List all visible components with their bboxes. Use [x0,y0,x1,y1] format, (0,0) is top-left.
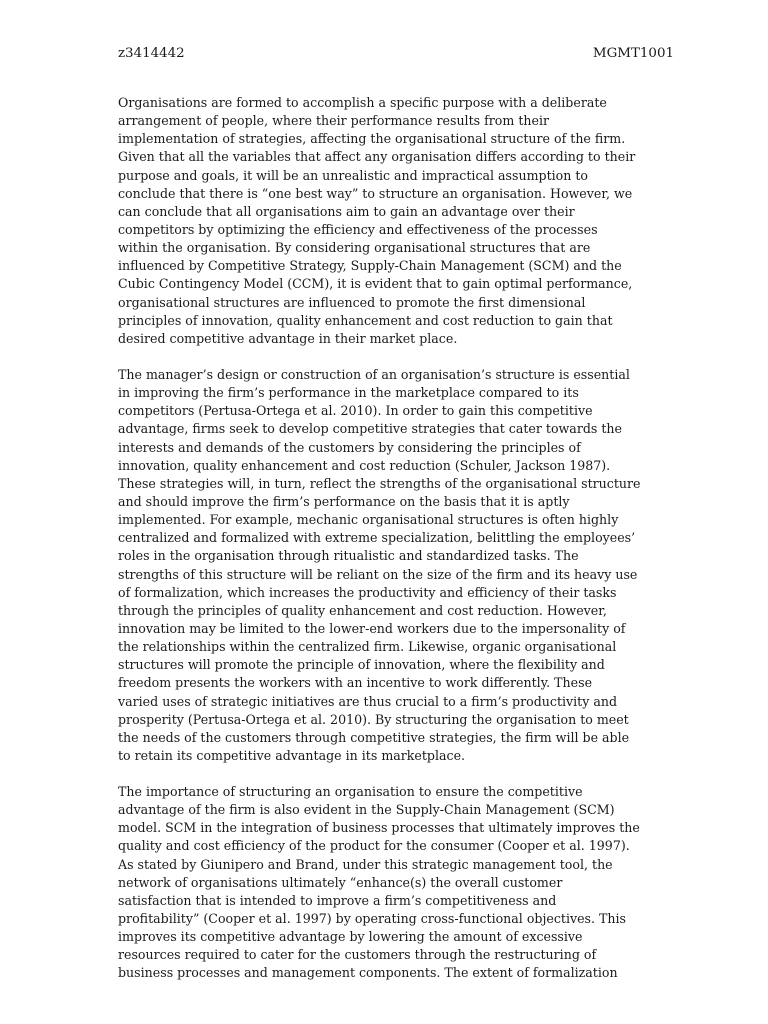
text-line: model. SCM in the integration of business processes that ultimately improves the [118,820,640,836]
text-line: competitors (Pertusa-Ortega et al. 2010). In order to gain this competitive [118,403,593,419]
text-line: satisfaction that is intended to improve a firm’s competitiveness and [118,892,557,908]
text-line: The manager’s design or construction of an organisation’s structure is essential [118,366,630,382]
text-line: varied uses of strategic initiatives are thus crucial to a firm’s productivity and [118,693,618,709]
paragraph-2 [118,366,680,765]
text-line: advantage of the firm is also evident in the Supply-Chain Management (SCM) [118,802,615,818]
text-line: in improving the firm’s performance in the marketplace compared to its [118,385,579,401]
text-line: roles in the organisation through ritualistic and standardized tasks. The [118,548,579,564]
text-line: through the principles of quality enhancement and cost reduction. However, [118,602,607,618]
text-line: implementation of strategies, affecting the organisational structure of the firm. [118,131,626,147]
text-line: resources required to cater for the customers through the restructuring of [118,947,597,963]
body-text [118,94,680,983]
text-line: network of organisations ultimately “enhance(s) the overall customer [118,874,563,890]
text-line: improves its competitive advantage by lowering the amount of excessive [118,929,583,945]
text-line: innovation may be limited to the lower-end workers due to the impersonality of [118,620,626,636]
course-code: MGMT1001 [592,46,674,61]
text-line: freedom presents the workers with an incentive to work differently. These [118,675,593,691]
text-line: prosperity (Pertusa-Ortega et al. 2010). By structuring the organisation to meet [118,711,629,727]
text-line: interests and demands of the customers by considering the principles of [118,439,581,455]
text-line: implemented. For example, mechanic organisational structures is often highly [118,512,619,528]
text-line: the relationships within the centralized firm. Likewise, organic organisational [118,639,617,655]
text-line: competitors by optimizing the efficiency and effectiveness of the processes [118,221,598,237]
text-line: can conclude that all organisations aim to gain an advantage over their [118,203,575,219]
text-line: organisational structures are influenced to promote the first dimensional [118,294,586,310]
text-line: desired competitive advantage in their market place. [118,330,458,346]
text-line: to retain its competitive advantage in its marketplace. [118,747,466,763]
text-line: centralized and formalized with extreme specialization, belittling the employees’ [118,530,636,546]
text-line: within the organisation. By considering organisational structures that are [118,240,591,256]
paragraph-1 [118,94,680,348]
text-line: As stated by Giunipero and Brand, under this strategic management tool, the [118,856,613,872]
text-line: arrangement of people, where their performance results from their [118,113,549,129]
text-line: strengths of this structure will be reliant on the size of the firm and its heavy use [118,566,638,582]
text-line: Given that all the variables that affect any organisation differs according to their [118,149,636,165]
text-line: profitability” (Cooper et al. 1997) by operating cross-functional objectives. This [118,911,627,927]
text-line: Organisations are formed to accomplish a specific purpose with a deliberate [118,95,607,110]
text-line: innovation, quality enhancement and cost reduction (Schuler, Jackson 1987). [118,457,611,473]
text-line: Cubic Contingency Model (CCM), it is evident that to gain optimal performance, [118,276,633,292]
text-line: advantage, firms seek to develop competitive strategies that cater towards the [118,421,622,437]
paragraph-3 [118,783,680,983]
text-line: and should improve the firm’s performance on the basis that it is aptly [118,493,570,509]
text-line: the needs of the customers through competitive strategies, the firm will be able [118,729,630,745]
page-header [118,44,674,64]
text-line: influenced by Competitive Strategy, Supply-Chain Management (SCM) and the [118,258,622,274]
student-id: z3414442 [118,46,185,61]
text-line: The importance of structuring an organisation to ensure the competitive [118,784,583,800]
text-line: purpose and goals, it will be an unrealistic and impractical assumption to [118,167,589,183]
text-line: business processes and management components. The extent of formalization [118,965,618,981]
text-line: structures will promote the principle of innovation, where the flexibility and [118,657,605,673]
text-line: quality and cost efficiency of the product for the consumer (Cooper et al. 1997). [118,838,630,854]
text-line: of formalization, which increases the productivity and efficiency of their tasks [118,584,617,600]
text-line: principles of innovation, quality enhancement and cost reduction to gain that [118,312,613,328]
text-line: conclude that there is “one best way” to structure an organisation. However, we [118,185,633,201]
text-line: These strategies will, in turn, reflect the strengths of the organisational structure [118,475,641,491]
